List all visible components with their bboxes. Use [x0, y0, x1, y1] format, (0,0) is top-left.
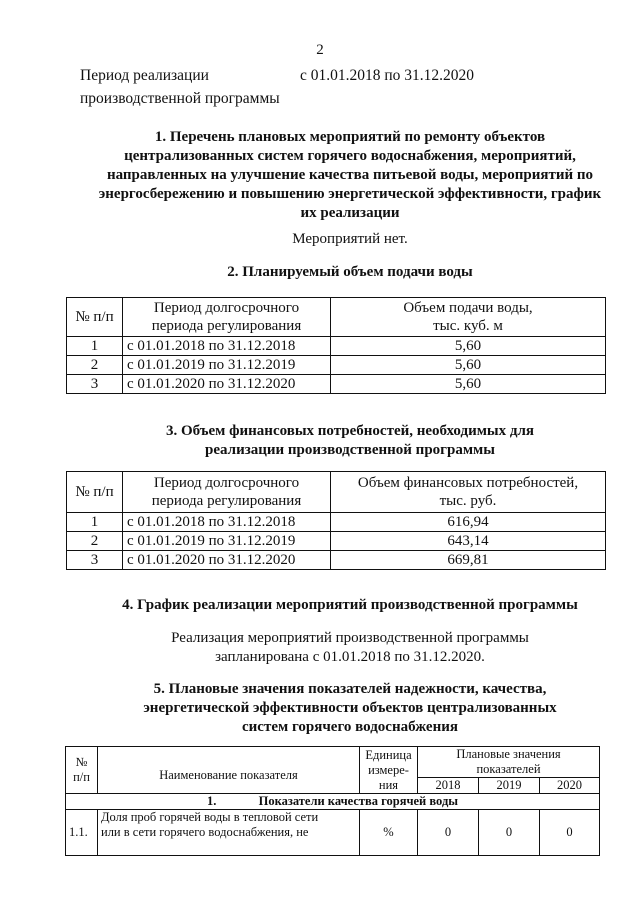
row-unit: % [360, 810, 418, 856]
section1-title-line: направленных на улучшение качества питьевой воды, мероприятий по [106, 167, 594, 183]
row-value: 0 [540, 810, 600, 856]
table-row [67, 356, 606, 375]
table-row [67, 532, 606, 551]
indicators-table [65, 746, 600, 856]
table-row [66, 810, 600, 856]
row-value: 0 [479, 810, 540, 856]
period-label [80, 64, 300, 110]
header-planned-line2: показателей [476, 762, 541, 776]
header-volume [331, 298, 606, 337]
page-cutoff [0, 860, 640, 905]
header-period-line2: периода регулирования [151, 493, 302, 509]
header-finance-line1: Объем финансовых потребностей, [357, 475, 579, 491]
section1-title [60, 128, 640, 223]
header-period [123, 472, 331, 513]
table-row [67, 513, 606, 532]
row-num: 2 [67, 356, 123, 375]
header-finance-line2: тыс. руб. [439, 493, 497, 509]
row-num: 1.1. [66, 810, 98, 856]
row-name-line2: или в сети горячего водоснабжения, не [101, 825, 309, 839]
period-label-line1: Период реализации [80, 67, 209, 84]
table-header-row [66, 747, 600, 778]
section4-text-line1: Реализация мероприятий производственной программы [171, 630, 529, 646]
header-volume-line1: Объем подачи воды, [403, 300, 533, 316]
row-period: с 01.01.2020 по 31.12.2020 [123, 375, 331, 394]
row-value: 5,60 [331, 337, 606, 356]
header-period-line1: Период долгосрочного [153, 300, 300, 316]
header-unit-line1: Единица [365, 747, 412, 762]
header-year: 2018 [418, 778, 479, 794]
row-period: с 01.01.2019 по 31.12.2019 [123, 532, 331, 551]
header-num [66, 747, 98, 794]
section4-text-line2: запланирована с 01.01.2018 по 31.12.2020. [215, 649, 485, 665]
header-num-line2: п/п [73, 770, 90, 784]
table-group-row [66, 794, 600, 810]
header-num: № п/п [67, 298, 123, 337]
period-value: с 01.01.2018 по 31.12.2020 [300, 67, 475, 84]
period-label-line2: производственной программы [80, 90, 280, 107]
section3-title-line: 3. Объем финансовых потребностей, необходимых для [165, 423, 535, 439]
row-value: 5,60 [331, 356, 606, 375]
section3-title [60, 422, 640, 460]
supply-volume-table [66, 297, 606, 394]
row-num: 1 [67, 337, 123, 356]
section1-text: Мероприятий нет. [292, 231, 408, 247]
header-num-line1: № [75, 755, 88, 769]
header-unit-line2: измере- [368, 762, 409, 777]
header-period [123, 298, 331, 337]
section5-title-line: 5. Плановые значения показателей надежности, качества, [153, 681, 547, 697]
row-value: 643,14 [331, 532, 606, 551]
row-period: с 01.01.2018 по 31.12.2018 [123, 337, 331, 356]
section1-title-line: 1. Перечень плановых мероприятий по ремонту объектов [154, 129, 546, 145]
header-unit [360, 747, 418, 794]
row-num: 3 [67, 551, 123, 570]
header-unit-line3: ния [378, 777, 399, 792]
table-row [67, 375, 606, 394]
section5-title-line: энергетической эффективности объектов централизованных [143, 700, 557, 716]
header-year: 2019 [479, 778, 540, 794]
section1-title-line: энергосбережению и повышению энергетической эффективности, график [98, 186, 602, 202]
section5-title-line: систем горячего водоснабжения [242, 719, 458, 735]
section4-title: 4. График реализации мероприятий производственной программы [122, 597, 578, 613]
section3-title-line: реализации производственной программы [205, 442, 495, 458]
page-number: 2 [316, 42, 324, 58]
row-num: 1 [67, 513, 123, 532]
section2-title: 2. Планируемый объем подачи воды [227, 264, 473, 280]
table-row [67, 551, 606, 570]
row-num: 3 [67, 375, 123, 394]
financial-needs-table [66, 471, 606, 570]
group-cell [66, 794, 600, 810]
row-num: 2 [67, 532, 123, 551]
header-period-line2: периода регулирования [151, 318, 302, 334]
header-period-line1: Период долгосрочного [153, 475, 300, 491]
header-planned-values [418, 747, 600, 778]
row-period: с 01.01.2020 по 31.12.2020 [123, 551, 331, 570]
group-num: 1. [206, 794, 217, 808]
row-period: с 01.01.2019 по 31.12.2019 [123, 356, 331, 375]
section1-title-line: централизованных систем горячего водоснабжения, мероприятий, [124, 148, 576, 164]
row-name-line1: Доля проб горячей воды в тепловой сети [101, 810, 319, 824]
section4-text [60, 629, 640, 667]
row-value: 0 [418, 810, 479, 856]
header-num: № п/п [67, 472, 123, 513]
header-finance [331, 472, 606, 513]
row-indicator-name [98, 810, 360, 856]
row-value: 5,60 [331, 375, 606, 394]
header-volume-line2: тыс. куб. м [433, 318, 503, 334]
group-label: Показатели качества горячей воды [258, 794, 459, 808]
table-header-row [67, 472, 606, 513]
section1-title-line: их реализации [300, 205, 400, 221]
row-value: 616,94 [331, 513, 606, 532]
section5-title [60, 680, 640, 737]
header-year: 2020 [540, 778, 600, 794]
table-header-row [67, 298, 606, 337]
header-planned-line1: Плановые значения [456, 747, 561, 761]
table-row [67, 337, 606, 356]
row-period: с 01.01.2018 по 31.12.2018 [123, 513, 331, 532]
header-indicator-name: Наименование показателя [98, 747, 360, 794]
row-value: 669,81 [331, 551, 606, 570]
